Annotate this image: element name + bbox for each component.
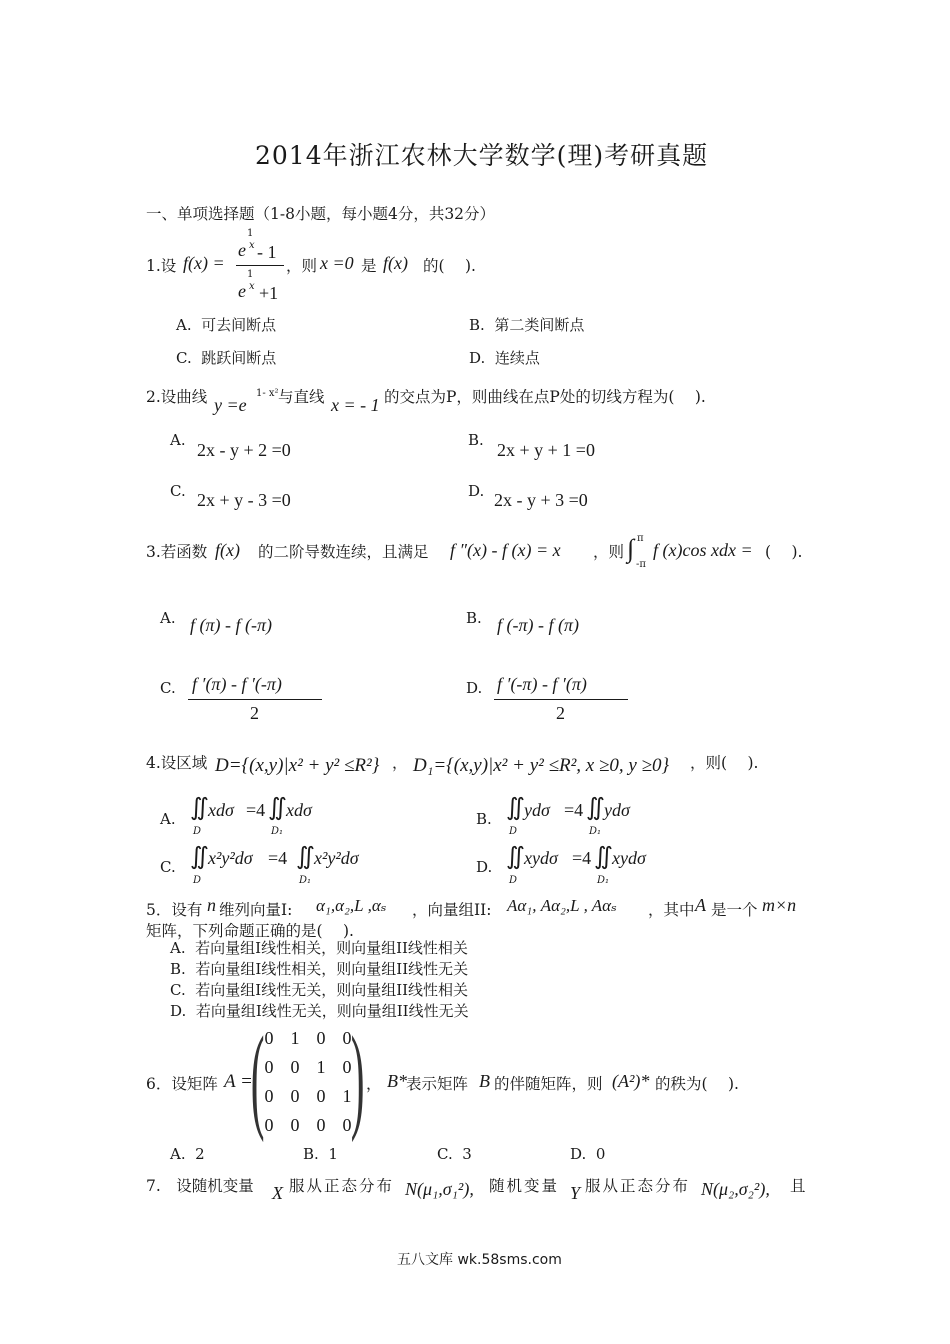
- q3-option-b-label[interactable]: B.: [466, 609, 482, 627]
- q2-curve-exp: 1- x²: [256, 388, 279, 399]
- q2-curve: y =e: [214, 395, 247, 415]
- option-label: A.: [176, 316, 192, 334]
- option-text: 若向量组I线性相关，则向量组II线性相关: [195, 939, 468, 957]
- q4-option-b-lhs[interactable]: ydσ: [524, 800, 550, 820]
- q3-option-a-label[interactable]: A.: [160, 609, 176, 627]
- q6-option-a[interactable]: [170, 1145, 205, 1163]
- q3-option-d-num[interactable]: f ′(-π) - f ′(π): [497, 674, 587, 694]
- q6-mid2: 表示矩阵: [406, 1075, 469, 1093]
- q4-option-d-lhs[interactable]: xydσ: [524, 848, 558, 868]
- q4-option-b-label[interactable]: B.: [476, 810, 492, 828]
- q4-option-c-label[interactable]: C.: [160, 858, 176, 876]
- q5-option-b[interactable]: [170, 958, 468, 979]
- option-label: B.: [303, 1145, 319, 1163]
- double-integral-icon: ∬: [506, 844, 525, 870]
- q2-option-c-expr[interactable]: 2x + y - 3 =0: [197, 490, 291, 510]
- q1-den-base: e: [238, 281, 246, 301]
- option-label: A.: [170, 939, 186, 957]
- option-label: A.: [170, 1145, 186, 1163]
- integral-sign: ∫: [627, 534, 635, 563]
- double-integral-icon: ∬: [190, 795, 209, 821]
- q3-int-upper: π: [637, 533, 644, 544]
- q6-prefix: 6．设矩阵: [146, 1075, 218, 1093]
- q6-option-b[interactable]: [303, 1145, 338, 1163]
- q3-eq: f ″(x) - f (x) = x: [450, 540, 561, 560]
- q1-prefix: 1.设: [146, 257, 177, 275]
- q4-option-d-rhs[interactable]: xydσ: [612, 848, 646, 868]
- q1-den-rest: +1: [259, 283, 279, 303]
- q7-mid1: 服从正态分布: [289, 1177, 395, 1195]
- section-header: 一、单项选择题（1-8小题，每小题4分，共32分）: [146, 205, 496, 223]
- matrix-cell: 0: [316, 1086, 326, 1106]
- q6-option-d[interactable]: [570, 1145, 605, 1163]
- q6-b: B: [479, 1071, 490, 1091]
- q2-line: x = - 1: [331, 395, 380, 415]
- q6-mid3: 的伴随矩阵，则: [494, 1075, 603, 1093]
- matrix-left-paren: (: [250, 1012, 265, 1143]
- q3-option-c-num[interactable]: f ′(π) - f ′(-π): [192, 674, 282, 694]
- matrix-cell: 0: [264, 1057, 274, 1077]
- option-text: 第二类间断点: [494, 316, 585, 334]
- q7-y: Y: [570, 1183, 581, 1203]
- matrix-row: [256, 1082, 360, 1111]
- matrix-cell: 0: [264, 1086, 274, 1106]
- option-label: D.: [570, 1145, 587, 1163]
- option-label: B.: [469, 316, 485, 334]
- double-integral-icon: ∬: [506, 795, 525, 821]
- option-text: 3: [462, 1145, 472, 1163]
- q6-bstar: B*: [387, 1071, 407, 1091]
- q4-option-c-lhs[interactable]: x²y²dσ: [208, 848, 253, 868]
- q3-option-d-den[interactable]: 2: [556, 703, 565, 723]
- footer-watermark: 五八文库 wk.58sms.com: [397, 1252, 562, 1268]
- q3-prefix: 3.若函数: [146, 543, 208, 561]
- matrix-cell: 0: [290, 1086, 300, 1106]
- double-integral-icon: ∬: [586, 795, 605, 821]
- q2-option-d-label[interactable]: D.: [468, 482, 485, 500]
- q7-n2: N(μ₂,σ₂²),: [701, 1179, 770, 1199]
- q5-n: n: [207, 895, 216, 915]
- q1-den-exp-x: x: [249, 281, 255, 292]
- double-integral-icon: ∬: [296, 844, 315, 870]
- q5-option-a[interactable]: [170, 937, 468, 958]
- q7-mid3: 服从正态分布: [585, 1177, 691, 1195]
- q4-option-c-eq[interactable]: =4: [268, 848, 288, 868]
- q2-mid1: 与直线: [278, 388, 325, 406]
- q1-cond: x =0: [320, 253, 354, 273]
- matrix-row: [256, 1111, 360, 1140]
- option-text: 连续点: [494, 349, 540, 367]
- q2-option-b-label[interactable]: B.: [468, 431, 484, 449]
- double-integral-icon: ∬: [594, 844, 613, 870]
- q4-sub-d1: D₁: [299, 875, 312, 886]
- q2-option-b-expr[interactable]: 2x + y + 1 =0: [497, 440, 595, 460]
- q5-line1c: ，向量组II:: [412, 901, 492, 919]
- q1-option-c[interactable]: [176, 347, 276, 368]
- matrix-cell: 0: [264, 1028, 274, 1048]
- q5-line1b: 维列向量I:: [219, 901, 293, 919]
- matrix-cell: 0: [316, 1115, 326, 1135]
- q1-end: 的( ).: [423, 257, 476, 275]
- matrix-cell: 1: [342, 1086, 352, 1106]
- option-label: C.: [437, 1145, 453, 1163]
- option-text: 跳跃间断点: [201, 349, 277, 367]
- q1-fraction-line: [236, 265, 284, 266]
- q7-n1: N(μ₁,σ₁²),: [405, 1179, 474, 1199]
- q1-den-exp-1: 1: [247, 269, 254, 280]
- q1-num-exp-1: 1: [247, 228, 254, 239]
- q1-mid1: ，则: [286, 257, 318, 275]
- q4-option-a-eq[interactable]: =4: [246, 800, 266, 820]
- q7-mid2: 随机变量: [489, 1177, 560, 1195]
- q4-sub-d: D: [193, 875, 202, 886]
- option-label: D.: [469, 349, 486, 367]
- double-integral-icon: ∬: [268, 795, 287, 821]
- q4-option-a-lhs[interactable]: xdσ: [208, 800, 234, 820]
- page-title: 2014年浙江农林大学数学(理)考研真题: [255, 141, 709, 170]
- q3-end: ( ).: [765, 543, 803, 561]
- q4-domain-d: D={(x,y)|x² + y² ≤R²}: [215, 755, 380, 776]
- q3-integrand: f (x)cos xdx =: [653, 540, 753, 560]
- option-text: 2: [195, 1145, 205, 1163]
- matrix-cell: 1: [290, 1028, 300, 1048]
- q4-sub-d: D: [193, 826, 202, 837]
- matrix-a: [256, 1024, 360, 1140]
- q4-option-a-label[interactable]: A.: [160, 810, 176, 828]
- q6-end: 的秩为( ).: [655, 1075, 739, 1093]
- option-label: C.: [176, 349, 192, 367]
- q4-sub-d1: D₁: [589, 826, 602, 837]
- matrix-cell: 0: [316, 1028, 326, 1048]
- q2-option-a-label[interactable]: A.: [170, 431, 186, 449]
- q4-sub-d1: D₁: [597, 875, 610, 886]
- q3-int-lower: -π: [636, 559, 646, 570]
- q4-sub-d: D: [509, 875, 518, 886]
- q4-option-a-rhs[interactable]: xdσ: [286, 800, 312, 820]
- option-text: 0: [595, 1145, 606, 1163]
- q5-line2: 矩阵，下列命题正确的是( ).: [146, 922, 354, 940]
- q5-vec1: α₁,α₂,L ,αₛ: [316, 896, 387, 915]
- q3-option-d-label[interactable]: D.: [466, 679, 483, 697]
- q1-fx2: f(x): [383, 253, 408, 273]
- q3-option-a-expr[interactable]: f (π) - f (-π): [190, 615, 273, 635]
- option-label: D.: [170, 1002, 187, 1020]
- q5-vec2: Aα₁, Aα₂,L , Aαₛ: [507, 896, 617, 915]
- double-integral-icon: ∬: [190, 844, 209, 870]
- q6-option-c[interactable]: [437, 1145, 472, 1163]
- q1-num-rest: - 1: [257, 242, 277, 262]
- q3-option-c-den[interactable]: 2: [250, 703, 259, 723]
- option-label: C.: [170, 981, 186, 999]
- q5-line1e: 是一个: [711, 901, 758, 919]
- q1-num-exp-x: x: [249, 240, 255, 251]
- matrix-right-paren: ): [350, 1012, 365, 1143]
- matrix-row: [256, 1024, 360, 1053]
- matrix-row: [256, 1053, 360, 1082]
- q7-end: 且: [790, 1177, 806, 1195]
- q4-sub-d1: D₁: [271, 826, 284, 837]
- q6-a2star: (A²)*: [612, 1071, 650, 1091]
- q5-mn: m×n: [762, 895, 797, 915]
- option-text: 若向量组I线性无关，则向量组II线性相关: [195, 981, 469, 999]
- q2-prefix: 2.设曲线: [146, 388, 208, 406]
- q3-mid2: ，则: [593, 543, 625, 561]
- q2-option-a-expr[interactable]: 2x - y + 2 =0: [197, 440, 291, 460]
- q4-option-c-rhs[interactable]: x²y²dσ: [314, 848, 359, 868]
- q4-option-d-eq[interactable]: =4: [572, 848, 592, 868]
- q4-domain-d1: D₁={(x,y)|x² + y² ≤R², x ≥0, y ≥0}: [413, 755, 670, 776]
- option-label: B.: [170, 960, 186, 978]
- q3-option-b-expr[interactable]: f (-π) - f (π): [497, 615, 580, 635]
- q2-option-c-label[interactable]: C.: [170, 482, 186, 500]
- q3-fx: f(x): [215, 540, 240, 560]
- q3-option-c-fraction-line: [188, 699, 322, 700]
- q3-mid1: 的二阶导数连续，且满足: [258, 543, 429, 561]
- matrix-cell: 0: [342, 1115, 352, 1135]
- q4-sub-d: D: [509, 826, 518, 837]
- matrix-cell: 1: [316, 1057, 326, 1077]
- q5-line1a: 5．设有: [146, 901, 203, 919]
- option-text: 若向量组I线性相关，则向量组II线性无关: [195, 960, 469, 978]
- q5-a: A: [695, 895, 706, 915]
- q4-option-b-eq[interactable]: =4: [564, 800, 584, 820]
- q2-end: 的交点为P，则曲线在点P处的切线方程为( ).: [384, 388, 706, 406]
- q7-prefix: 7. 设随机变量: [146, 1177, 254, 1195]
- q1-fx: f(x) =: [183, 253, 225, 273]
- q1-option-b[interactable]: [469, 314, 584, 335]
- q6-a: A =: [224, 1071, 253, 1092]
- q7-x: X: [272, 1183, 283, 1203]
- q6-mid1: ，: [366, 1075, 382, 1093]
- option-text: 若向量组I线性无关，则向量组II线性无关: [195, 1002, 469, 1020]
- q5-option-d[interactable]: [170, 1000, 469, 1021]
- q4-prefix: 4.设区域: [146, 754, 208, 772]
- q3-option-d-fraction-line: [494, 699, 628, 700]
- q1-option-a[interactable]: [176, 314, 276, 335]
- matrix-cell: 0: [290, 1115, 300, 1135]
- matrix-cell: 0: [342, 1028, 352, 1048]
- option-text: 1: [328, 1145, 338, 1163]
- q3-option-c-label[interactable]: C.: [160, 679, 176, 697]
- q5-line1d: ，其中: [648, 901, 695, 919]
- matrix-cell: 0: [264, 1115, 274, 1135]
- option-text: 可去间断点: [201, 316, 277, 334]
- q4-option-b-rhs[interactable]: ydσ: [604, 800, 630, 820]
- q1-mid2: 是: [361, 257, 377, 275]
- q4-option-d-label[interactable]: D.: [476, 858, 493, 876]
- q1-option-d[interactable]: [469, 347, 540, 368]
- q1-num-base: e: [238, 240, 246, 260]
- q2-option-d-expr[interactable]: 2x - y + 3 =0: [494, 490, 588, 510]
- matrix-cell: 0: [342, 1057, 352, 1077]
- q5-option-c[interactable]: [170, 979, 468, 1000]
- matrix-cell: 0: [290, 1057, 300, 1077]
- q4-sep: ，: [392, 754, 408, 772]
- q4-end: ，则( ).: [690, 754, 759, 772]
